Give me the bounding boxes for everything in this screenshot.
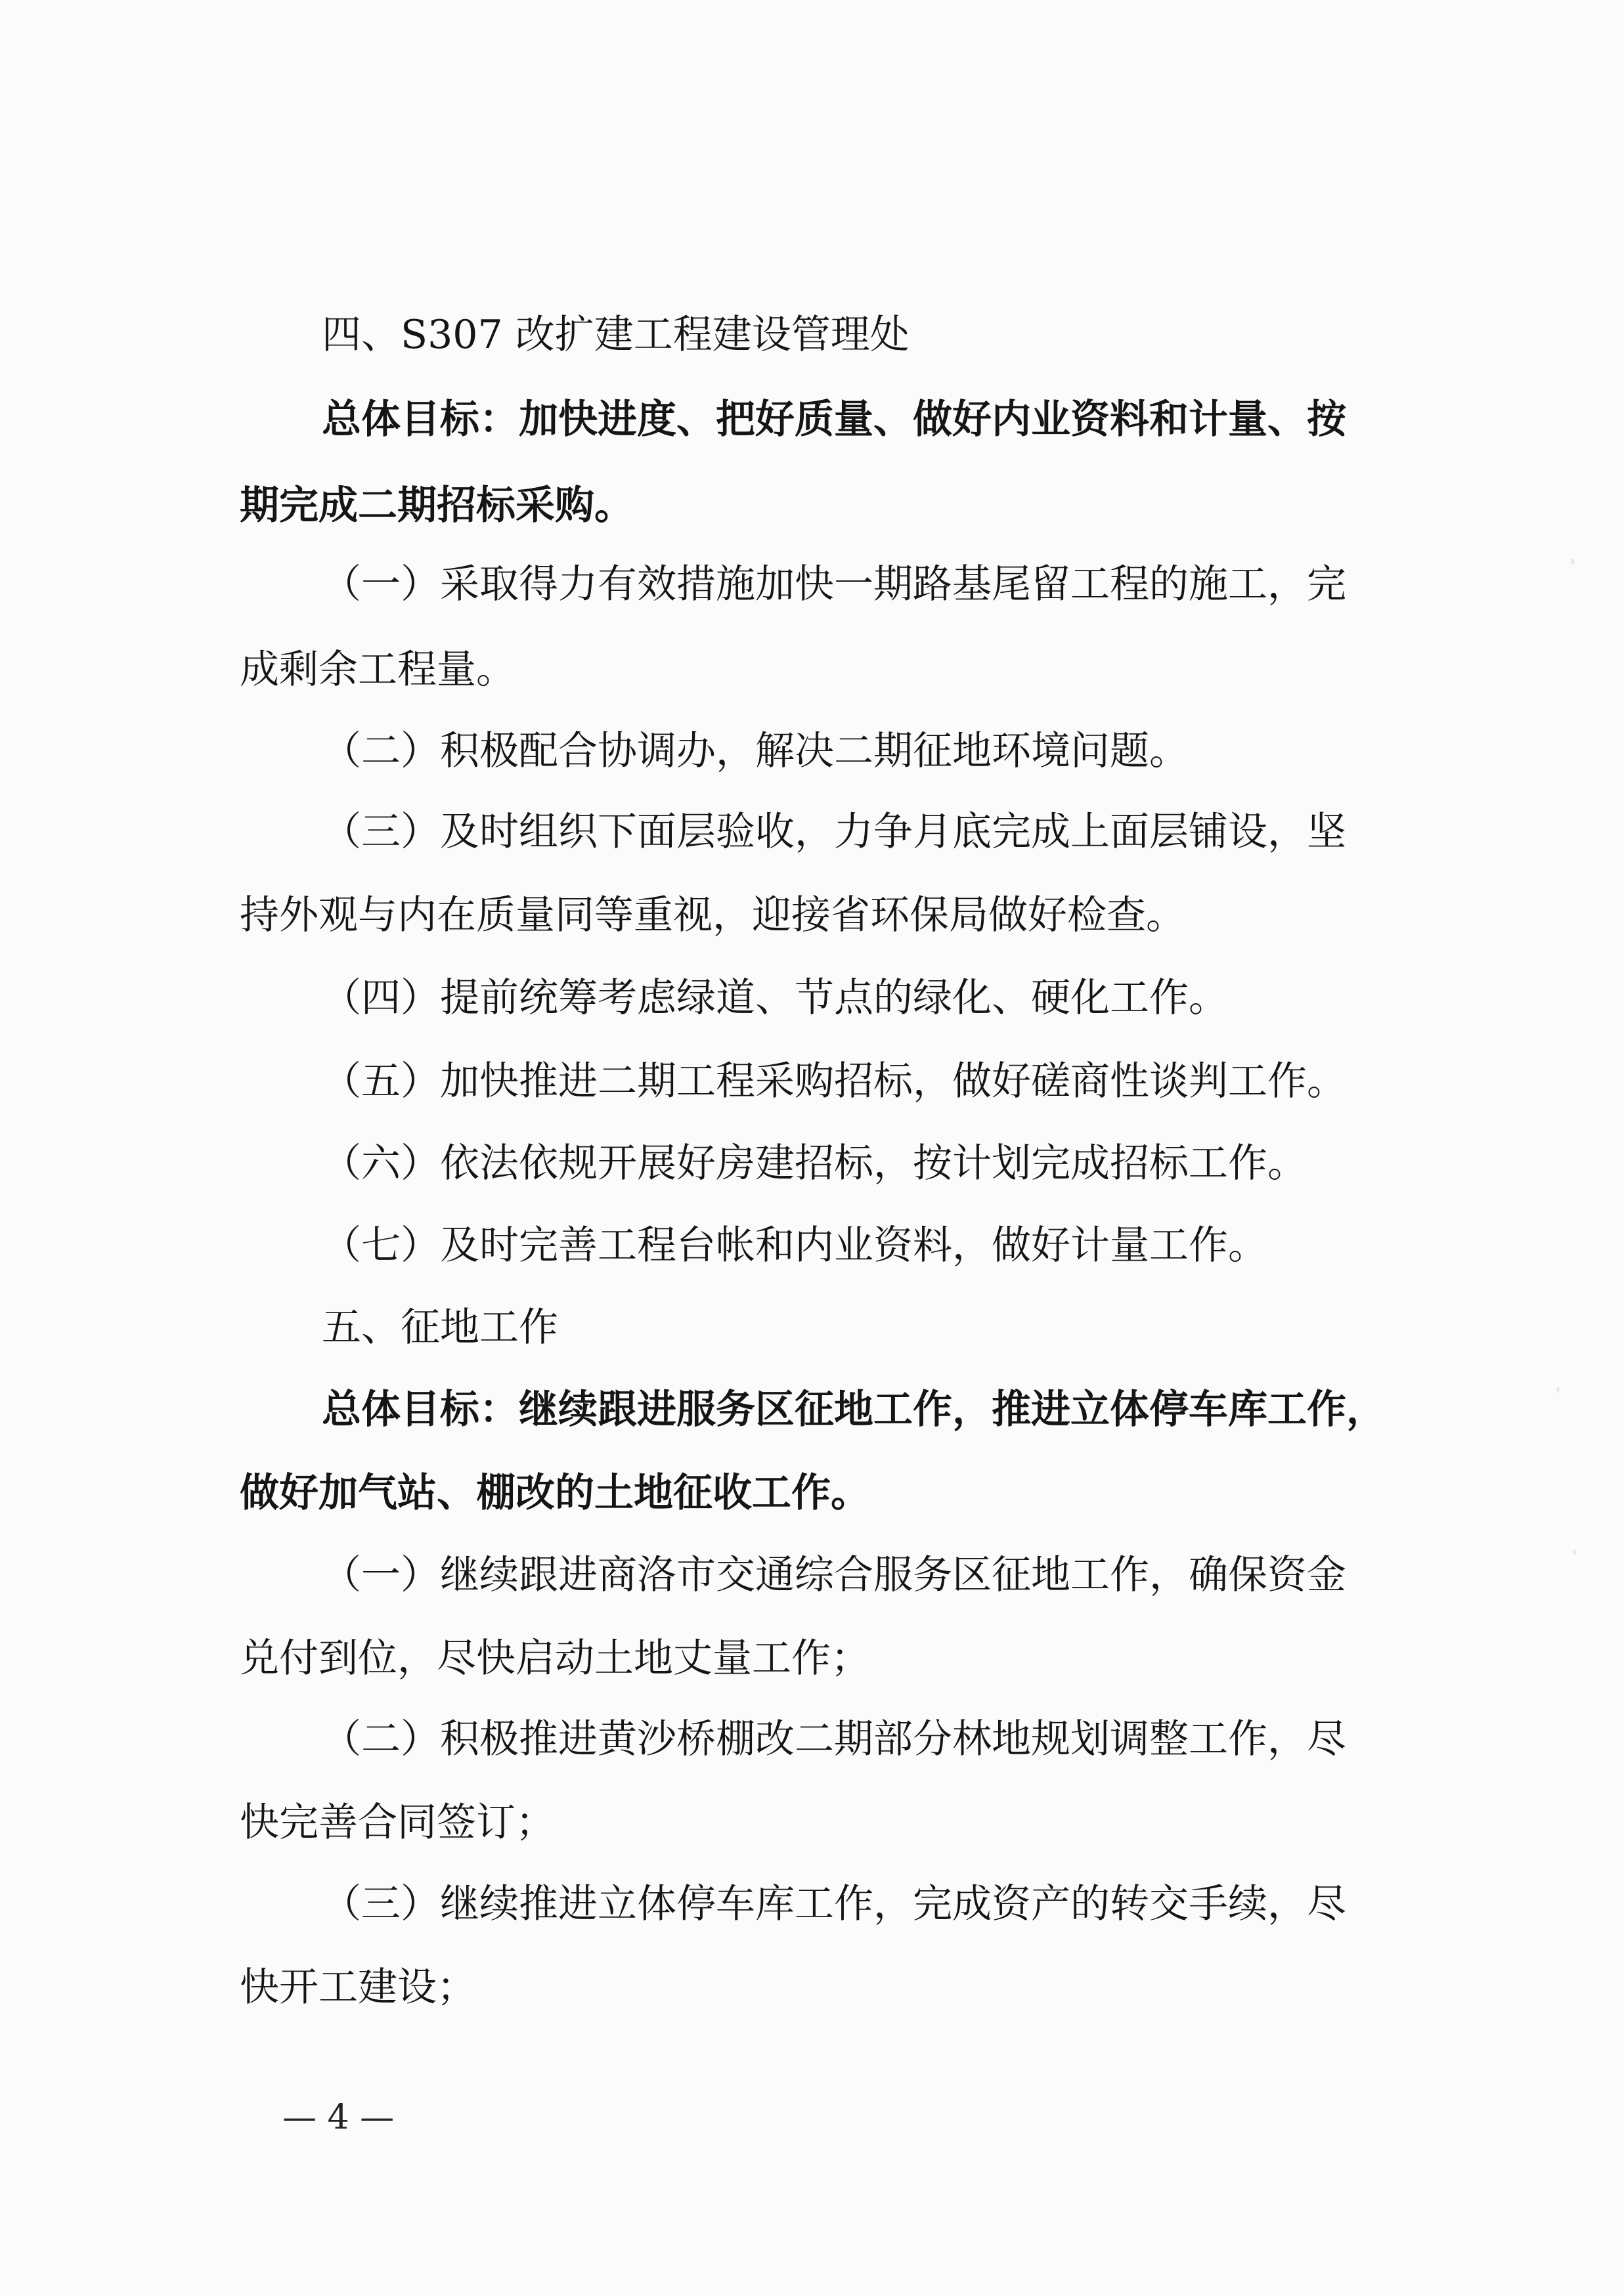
- page-number: — 4 —: [282, 2098, 395, 2137]
- section-5-item-3-line-1: （三）继续推进立体停车库工作，完成资产的转交手续，尽: [322, 1881, 1346, 1927]
- section-4-item-6: （六）依法依规开展好房建招标，按计划完成招标工作。: [322, 1140, 1307, 1186]
- section-4-item-5: （五）加快推进二期工程采购招标，做好磋商性谈判工作。: [322, 1058, 1346, 1104]
- scan-speck: [1556, 1387, 1560, 1393]
- section-5-goal-line-2: 做好加气站、棚改的土地征收工作。: [240, 1470, 870, 1516]
- section-4-item-2: （二）积极配合协调办，解决二期征地环境问题。: [322, 728, 1189, 774]
- section-4-item-1-line-2: 成剩余工程量。: [240, 647, 516, 693]
- section-4-item-1-line-1: （一）采取得力有效措施加快一期路基尾留工程的施工，完: [322, 561, 1346, 607]
- section-4-heading: 四、S307 改扩建工程建设管理处: [322, 312, 910, 358]
- section-5-item-3-line-2: 快开工建设；: [240, 1964, 476, 2010]
- scan-speck: [1571, 558, 1575, 565]
- section-5-item-2-line-2: 快完善合同签订；: [240, 1800, 555, 1846]
- section-4-item-7: （七）及时完善工程台帐和内业资料，做好计量工作。: [322, 1223, 1267, 1268]
- section-4-goal-line-2: 期完成二期招标采购。: [240, 483, 634, 529]
- section-5-item-2-line-1: （二）积极推进黄沙桥棚改二期部分林地规划调整工作，尽: [322, 1716, 1346, 1762]
- section-4-item-3-line-1: （三）及时组织下面层验收，力争月底完成上面层铺设，坚: [322, 809, 1346, 855]
- section-5-item-1-line-1: （一）继续跟进商洛市交通综合服务区征地工作，确保资金: [322, 1552, 1346, 1598]
- section-5-heading: 五、征地工作: [322, 1305, 558, 1351]
- scan-speck: [1573, 1549, 1576, 1555]
- section-4-item-3-line-2: 持外观与内在质量同等重视，迎接省环保局做好检查。: [240, 892, 1185, 938]
- section-4-item-4: （四）提前统筹考虑绿道、节点的绿化、硬化工作。: [322, 975, 1228, 1021]
- section-4-goal-line-1: 总体目标：加快进度、把好质量、做好内业资料和计量、按: [322, 397, 1346, 443]
- section-5-item-1-line-2: 兑付到位，尽快启动土地丈量工作；: [240, 1635, 870, 1681]
- section-5-goal-line-1: 总体目标：继续跟进服务区征地工作，推进立体停车库工作，: [322, 1387, 1386, 1433]
